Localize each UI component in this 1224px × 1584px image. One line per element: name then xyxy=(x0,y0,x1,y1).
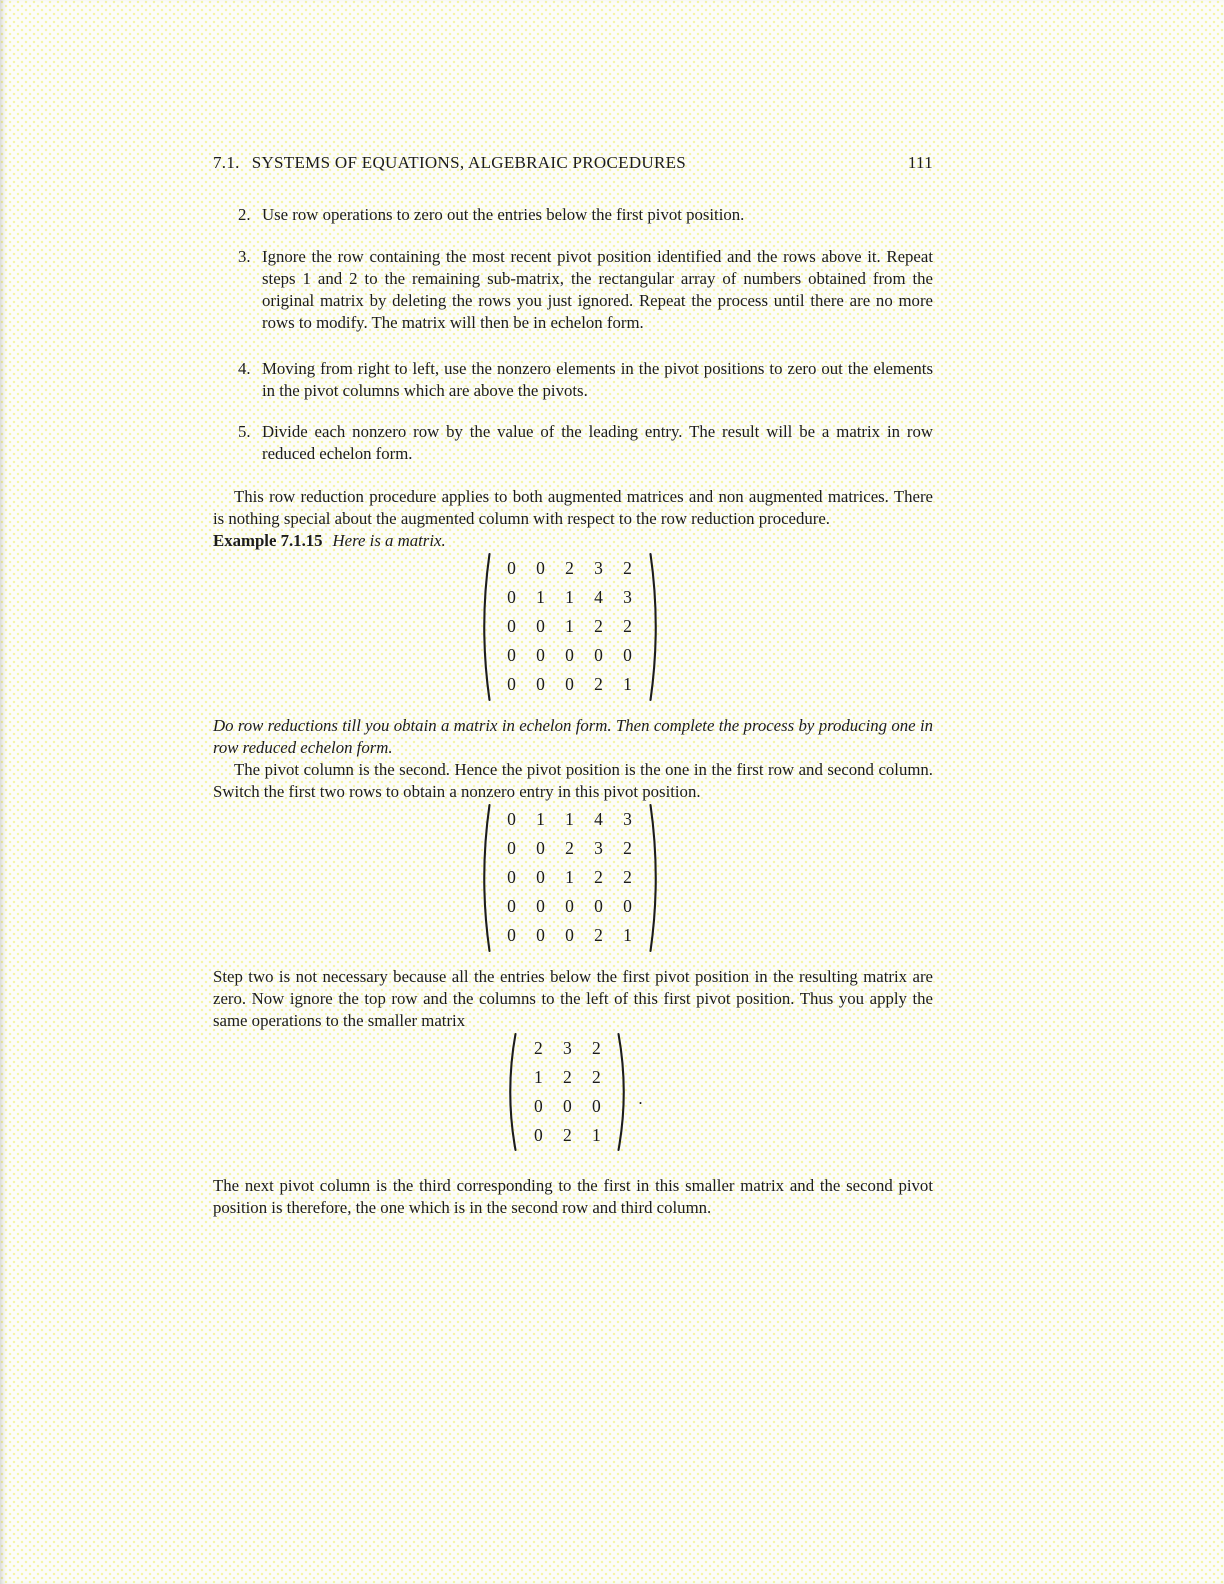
paragraph-next-pivot: The next pivot column is the third corresponding to the first in this smaller matrix and the second pivot position is therefore, the one which is in the second row and third column. xyxy=(213,1176,933,1217)
page-number: 111 xyxy=(907,153,933,172)
matrix-entry: 0 xyxy=(565,674,574,694)
right-paren-icon xyxy=(648,803,663,953)
matrix-cells xyxy=(518,1032,616,1152)
original-matrix xyxy=(477,552,670,702)
matrix-entry: 0 xyxy=(563,1096,572,1116)
matrix-entry: 2 xyxy=(623,838,632,858)
display-equation-3 xyxy=(213,1032,933,1152)
matrix-entry: 0 xyxy=(623,896,632,916)
matrix-entry: 0 xyxy=(534,1096,543,1116)
matrix-entry: 0 xyxy=(536,558,545,578)
matrix-entry: 0 xyxy=(594,896,603,916)
matrix-entry: 1 xyxy=(565,587,574,607)
matrix-entry: 0 xyxy=(565,925,574,945)
matrix-entry: 2 xyxy=(565,558,574,578)
matrix-entry: 0 xyxy=(536,616,545,636)
matrix-entry: 3 xyxy=(594,838,603,858)
matrix-entry: 0 xyxy=(536,645,545,665)
matrix-entry: 1 xyxy=(565,867,574,887)
matrix-cells xyxy=(492,552,648,702)
matrix-entry: 0 xyxy=(536,838,545,858)
matrix-entry: 0 xyxy=(534,1125,543,1145)
matrix-entry: 1 xyxy=(536,809,545,829)
matrix-entry: 2 xyxy=(594,616,603,636)
paragraph-step-two: Step two is not necessary because all the entries below the first pivot position in the resulting matrix are zero. Now ignore the top row and the columns to the left of this first pivot position. Thus you apply the same operations to the smaller matrix xyxy=(213,967,933,1030)
smaller-matrix xyxy=(503,1032,642,1152)
matrix-entry: 2 xyxy=(563,1067,572,1087)
example-intro: Here is a matrix. xyxy=(332,531,446,550)
list-item-2 xyxy=(213,204,933,226)
matrix-entry: 4 xyxy=(594,587,603,607)
matrix-entry: 0 xyxy=(594,645,603,665)
matrix-entry: 0 xyxy=(507,616,516,636)
list-item-text: Ignore the row containing the most recent pivot position identified and the rows above it. Repeat steps 1 and 2 to the remaining sub-matrix, the rectangular array of numbers obtained from the original matrix by deleting the rows you just ignored. Repeat the process until there are no more rows to modify. The matrix will then be in echelon form. xyxy=(262,247,933,332)
paragraph-do-row-reductions: Do row reductions till you obtain a matrix in echelon form. Then complete the process by producing one in row reduced echelon form. xyxy=(213,716,933,757)
rows-switched-matrix xyxy=(477,803,670,953)
matrix-entry: 0 xyxy=(565,645,574,665)
matrix-entry: 1 xyxy=(536,587,545,607)
list-item-3 xyxy=(213,246,933,334)
matrix-entry: 2 xyxy=(623,867,632,887)
left-paren-icon xyxy=(503,1032,518,1152)
matrix-entry: 0 xyxy=(536,674,545,694)
list-item-number: 3. xyxy=(238,247,251,266)
matrix-entry: 3 xyxy=(563,1038,572,1058)
section-heading xyxy=(213,152,686,174)
matrix-entry: 2 xyxy=(592,1038,601,1058)
matrix-entry: 2 xyxy=(594,867,603,887)
list-item-text: Use row operations to zero out the entries below the first pivot position. xyxy=(262,205,745,224)
matrix-entry: 0 xyxy=(507,674,516,694)
example-heading xyxy=(213,530,933,552)
matrix-entry: 0 xyxy=(507,809,516,829)
matrix-entry: 0 xyxy=(507,587,516,607)
list-item-text: Divide each nonzero row by the value of the leading entry. The result will be a matrix in row reduced echelon form. xyxy=(262,422,933,463)
example-label: Example 7.1.15 xyxy=(213,531,323,550)
matrix-entry: 1 xyxy=(623,674,632,694)
running-header xyxy=(213,152,933,174)
matrix-entry: 0 xyxy=(507,838,516,858)
list-item-number: 2. xyxy=(238,205,251,224)
matrix-entry: 4 xyxy=(594,809,603,829)
list-item-number: 4. xyxy=(238,359,251,378)
matrix-entry: 0 xyxy=(507,558,516,578)
matrix-trailing-punctuation: . xyxy=(638,1089,643,1108)
display-equation-1 xyxy=(213,552,933,702)
matrix-entry: 2 xyxy=(594,925,603,945)
matrix-entry: 1 xyxy=(534,1067,543,1087)
matrix-entry: 0 xyxy=(536,867,545,887)
matrix-entry: 0 xyxy=(507,867,516,887)
left-paren-icon xyxy=(477,803,492,953)
matrix-entry: 2 xyxy=(534,1038,543,1058)
matrix-entry: 0 xyxy=(507,645,516,665)
section-number: 7.1. xyxy=(213,153,240,172)
matrix-entry: 0 xyxy=(565,896,574,916)
list-item-4 xyxy=(213,358,933,402)
matrix-entry: 2 xyxy=(563,1125,572,1145)
matrix-entry: 0 xyxy=(507,896,516,916)
matrix-entry: 2 xyxy=(594,674,603,694)
paragraph-row-reduction: This row reduction procedure applies to both augmented matrices and non augmented matrices. There is nothing special about the augmented column with respect to the row reduction procedure. xyxy=(213,487,933,528)
matrix-entry: 0 xyxy=(536,896,545,916)
left-paren-icon xyxy=(477,552,492,702)
right-paren-icon xyxy=(616,1032,631,1152)
matrix-entry: 3 xyxy=(623,587,632,607)
list-item-5 xyxy=(213,421,933,465)
section-title: SYSTEMS OF EQUATIONS, ALGEBRAIC PROCEDURES xyxy=(251,153,687,172)
list-item-text: Moving from right to left, use the nonzero elements in the pivot positions to zero out the elements in the pivot columns which are above the pivots. xyxy=(262,359,933,400)
matrix-entry: 1 xyxy=(565,616,574,636)
matrix-entry: 0 xyxy=(507,925,516,945)
matrix-entry: 1 xyxy=(592,1125,601,1145)
matrix-entry: 2 xyxy=(565,838,574,858)
paragraph-pivot-column: The pivot column is the second. Hence the pivot position is the one in the first row and second column. Switch the first two rows to obtain a nonzero entry in this pivot position. xyxy=(213,760,933,801)
matrix-entry: 1 xyxy=(623,925,632,945)
page-content xyxy=(213,152,933,1219)
matrix-cells xyxy=(492,803,648,953)
list-item-number: 5. xyxy=(238,422,251,441)
matrix-entry: 2 xyxy=(592,1067,601,1087)
matrix-entry: 3 xyxy=(623,809,632,829)
matrix-entry: 2 xyxy=(623,558,632,578)
matrix-entry: 3 xyxy=(594,558,603,578)
matrix-entry: 0 xyxy=(536,925,545,945)
matrix-entry: 0 xyxy=(592,1096,601,1116)
matrix-entry: 2 xyxy=(623,616,632,636)
display-equation-2 xyxy=(213,803,933,953)
matrix-entry: 0 xyxy=(623,645,632,665)
matrix-entry: 1 xyxy=(565,809,574,829)
right-paren-icon xyxy=(648,552,663,702)
